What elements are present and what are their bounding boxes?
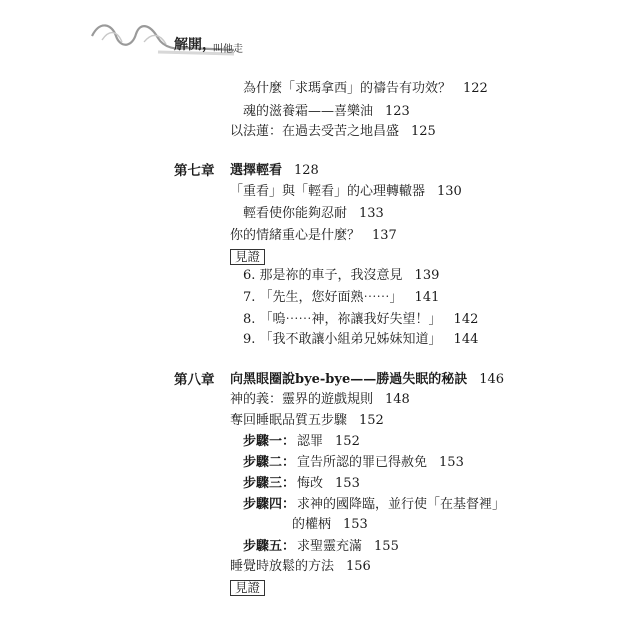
toc-entry (230, 228, 397, 244)
step-entry (243, 455, 464, 471)
toc-entry-text: 神的義：靈界的遊戲規則 (230, 392, 374, 407)
toc-entry-page: 139 (414, 268, 440, 283)
toc-entry (243, 81, 488, 97)
toc-entry (230, 413, 384, 429)
toc-entry (230, 559, 371, 575)
toc-entry-text: 你的情緒重心是什麼？ (230, 228, 361, 243)
testimony-box (230, 580, 265, 597)
step-entry (243, 434, 360, 450)
toc-entry-text: 9. 「我不敢讓小組弟兄姊妹知道」 (243, 332, 442, 347)
toc-entry (230, 392, 410, 408)
toc-entry-text: 6. 那是祢的車子，我沒意見 (243, 268, 403, 283)
chapter-title: 選擇輕看 (230, 163, 283, 178)
step-entry (243, 476, 360, 492)
toc-entry-page: 141 (414, 290, 440, 305)
toc-entry-text: 魂的滋養霜——喜樂油 (243, 104, 374, 119)
toc-entry-page: 130 (437, 184, 462, 199)
step-text: 求神的國降臨，並行使「在基督裡」 (297, 497, 506, 512)
step-text: 宣告所認的罪已得赦免 (297, 455, 428, 470)
chapter-label: 第七章 (174, 163, 215, 179)
step-text: 認罪 (297, 434, 324, 449)
testimony-entry (243, 312, 478, 328)
toc-entry-page: 142 (453, 312, 479, 327)
step-entry-continued (292, 517, 368, 533)
toc-entry-page: 156 (346, 559, 371, 574)
toc-entry-text: 為什麼「求瑪拿西」的禱告有功效？ (243, 81, 452, 96)
step-label: 步驟五： (243, 539, 296, 554)
chapter-heading (230, 372, 504, 388)
toc-entry-text: 奪回睡眠品質五步驟 (230, 413, 348, 428)
step-page: 153 (335, 476, 360, 491)
step-text: 的權柄 (292, 517, 332, 532)
step-label: 步驟二： (243, 455, 296, 470)
testimony-label: 見證 (230, 580, 265, 596)
toc-entry-page: 123 (385, 104, 410, 119)
toc-entry (230, 184, 462, 200)
toc-entry-page: 137 (372, 228, 397, 243)
running-header-subtitle: 叫他走 (213, 44, 243, 55)
chapter-heading (230, 163, 319, 179)
toc-entry-page: 133 (359, 206, 384, 221)
testimony-box (230, 249, 265, 266)
toc-entry-page: 152 (359, 413, 384, 428)
step-page: 153 (439, 455, 464, 470)
step-label: 步驟三： (243, 476, 296, 491)
testimony-entry (243, 332, 478, 348)
step-label: 步驟一： (243, 434, 296, 449)
toc-entry (230, 124, 436, 140)
step-page: 152 (335, 434, 360, 449)
step-entry (243, 497, 505, 513)
toc-entry-text: 以法蓮：在過去受苦之地昌盛 (230, 124, 400, 139)
toc-entry-text: 8. 「嗚⋯⋯神，祢讓我好失望！」 (243, 312, 442, 327)
toc-entry-text: 輕看使你能夠忍耐 (243, 206, 348, 221)
testimony-entry (243, 290, 439, 306)
step-text: 悔改 (297, 476, 324, 491)
chapter-page: 146 (479, 372, 505, 387)
toc-entry-page: 148 (385, 392, 410, 407)
testimony-entry (243, 268, 439, 284)
toc-entry (243, 104, 410, 120)
step-entry (243, 539, 399, 555)
step-page: 155 (374, 539, 399, 554)
running-header-title: 解開， (174, 37, 216, 53)
toc-entry-page: 125 (411, 124, 436, 139)
step-page: 153 (343, 517, 368, 532)
chapter-page: 128 (294, 163, 319, 178)
toc-entry-page: 144 (453, 332, 479, 347)
toc-entry-text: 睡覺時放鬆的方法 (230, 559, 335, 574)
testimony-label: 見證 (230, 249, 265, 265)
step-label: 步驟四： (243, 497, 296, 512)
chapter-label: 第八章 (174, 372, 215, 388)
toc-entry-text: 「重看」與「輕看」的心理轉轍器 (230, 184, 426, 199)
toc-entry-page: 122 (463, 81, 488, 96)
toc-entry (243, 206, 384, 222)
toc-entry-text: 7. 「先生，您好面熟⋯⋯」 (243, 290, 403, 305)
chapter-title: 向黑眼圈說bye-bye——勝過失眠的秘訣 (230, 372, 468, 387)
step-text: 求聖靈充滿 (297, 539, 363, 554)
